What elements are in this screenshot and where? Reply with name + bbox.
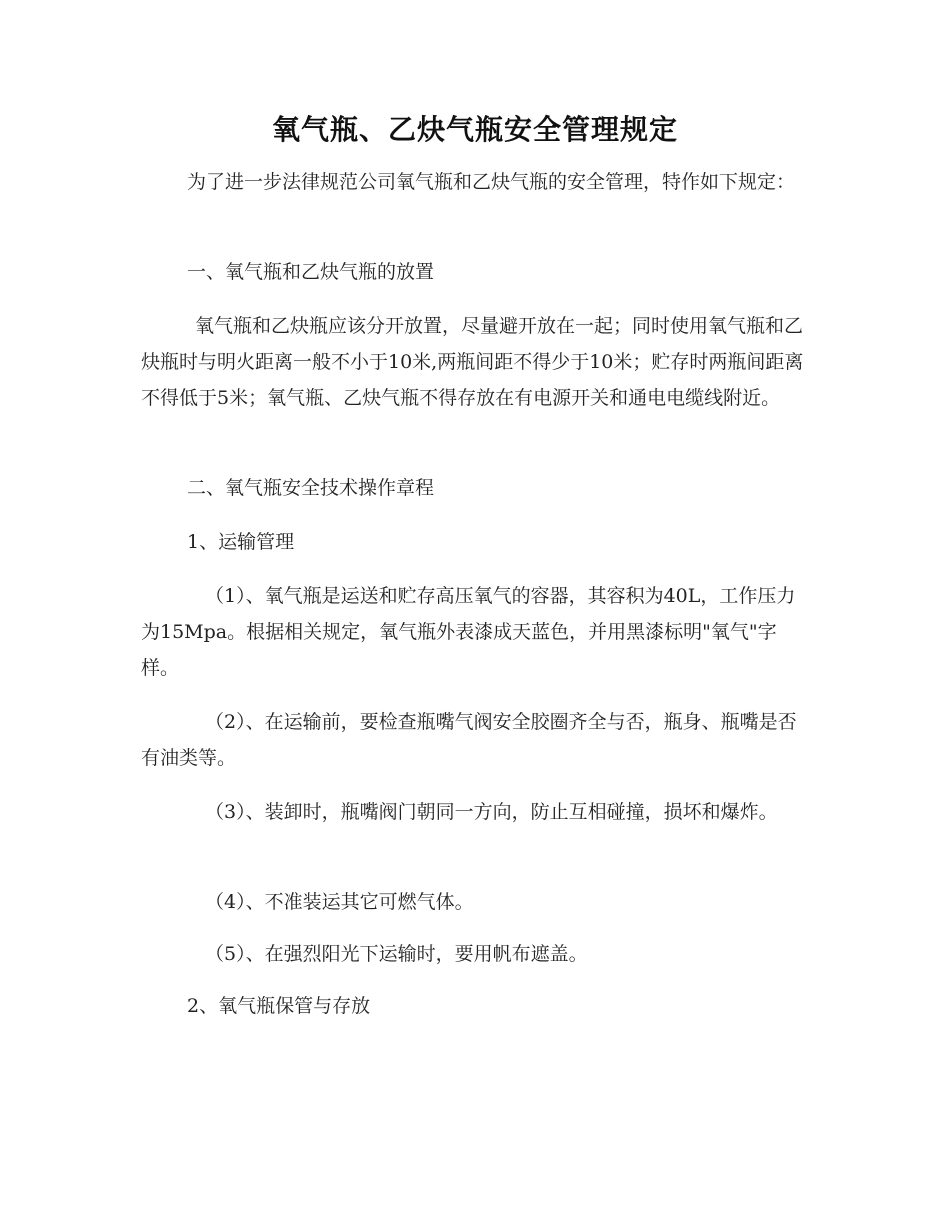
section-heading-placement: 一、氧气瓶和乙炔气瓶的放置 — [187, 261, 435, 283]
placement-paragraph: 氧气瓶和乙炔瓶应该分开放置，尽量避开放在一起；同时使用氧气瓶和乙炔瓶时与明火距离一般不小于10米,两瓶间距不得少于10米；贮存时两瓶间距离不得低于5米；氧气瓶、乙炔气瓶不得存放在有电源开关和通电电缆线附近。 — [141, 315, 804, 409]
subsection-heading-storage: 2、氧气瓶保管与存放 — [187, 995, 371, 1017]
transport-item-3: （3）、装卸时，瓶嘴阀门朝同一方向，防止互相碰撞，损坏和爆炸。 — [205, 801, 778, 823]
subsection-heading-transport: 1、运输管理 — [187, 531, 295, 553]
transport-item-4: （4）、不准装运其它可燃气体。 — [205, 891, 474, 913]
transport-item-5: （5）、在强烈阳光下运输时，要用帆布遮盖。 — [205, 943, 588, 965]
transport-item-1: （1）、氧气瓶是运送和贮存高压氧气的容器，其容积为40L，工作压力为15Mpa。根据相关规定，氧气瓶外表漆成天蓝色，并用黑漆标明"氧气"字样。 — [141, 585, 796, 679]
intro-paragraph: 为了进一步法律规范公司氧气瓶和乙炔气瓶的安全管理，特作如下规定： — [187, 171, 796, 193]
document-title: 氧气瓶、乙炔气瓶安全管理规定 — [271, 113, 678, 146]
transport-item-2: （2）、在运输前，要检查瓶嘴气阀安全胶圈齐全与否，瓶身、瓶嘴是否有油类等。 — [141, 711, 797, 769]
section-heading-oxygen-rules: 二、氧气瓶安全技术操作章程 — [187, 477, 435, 499]
